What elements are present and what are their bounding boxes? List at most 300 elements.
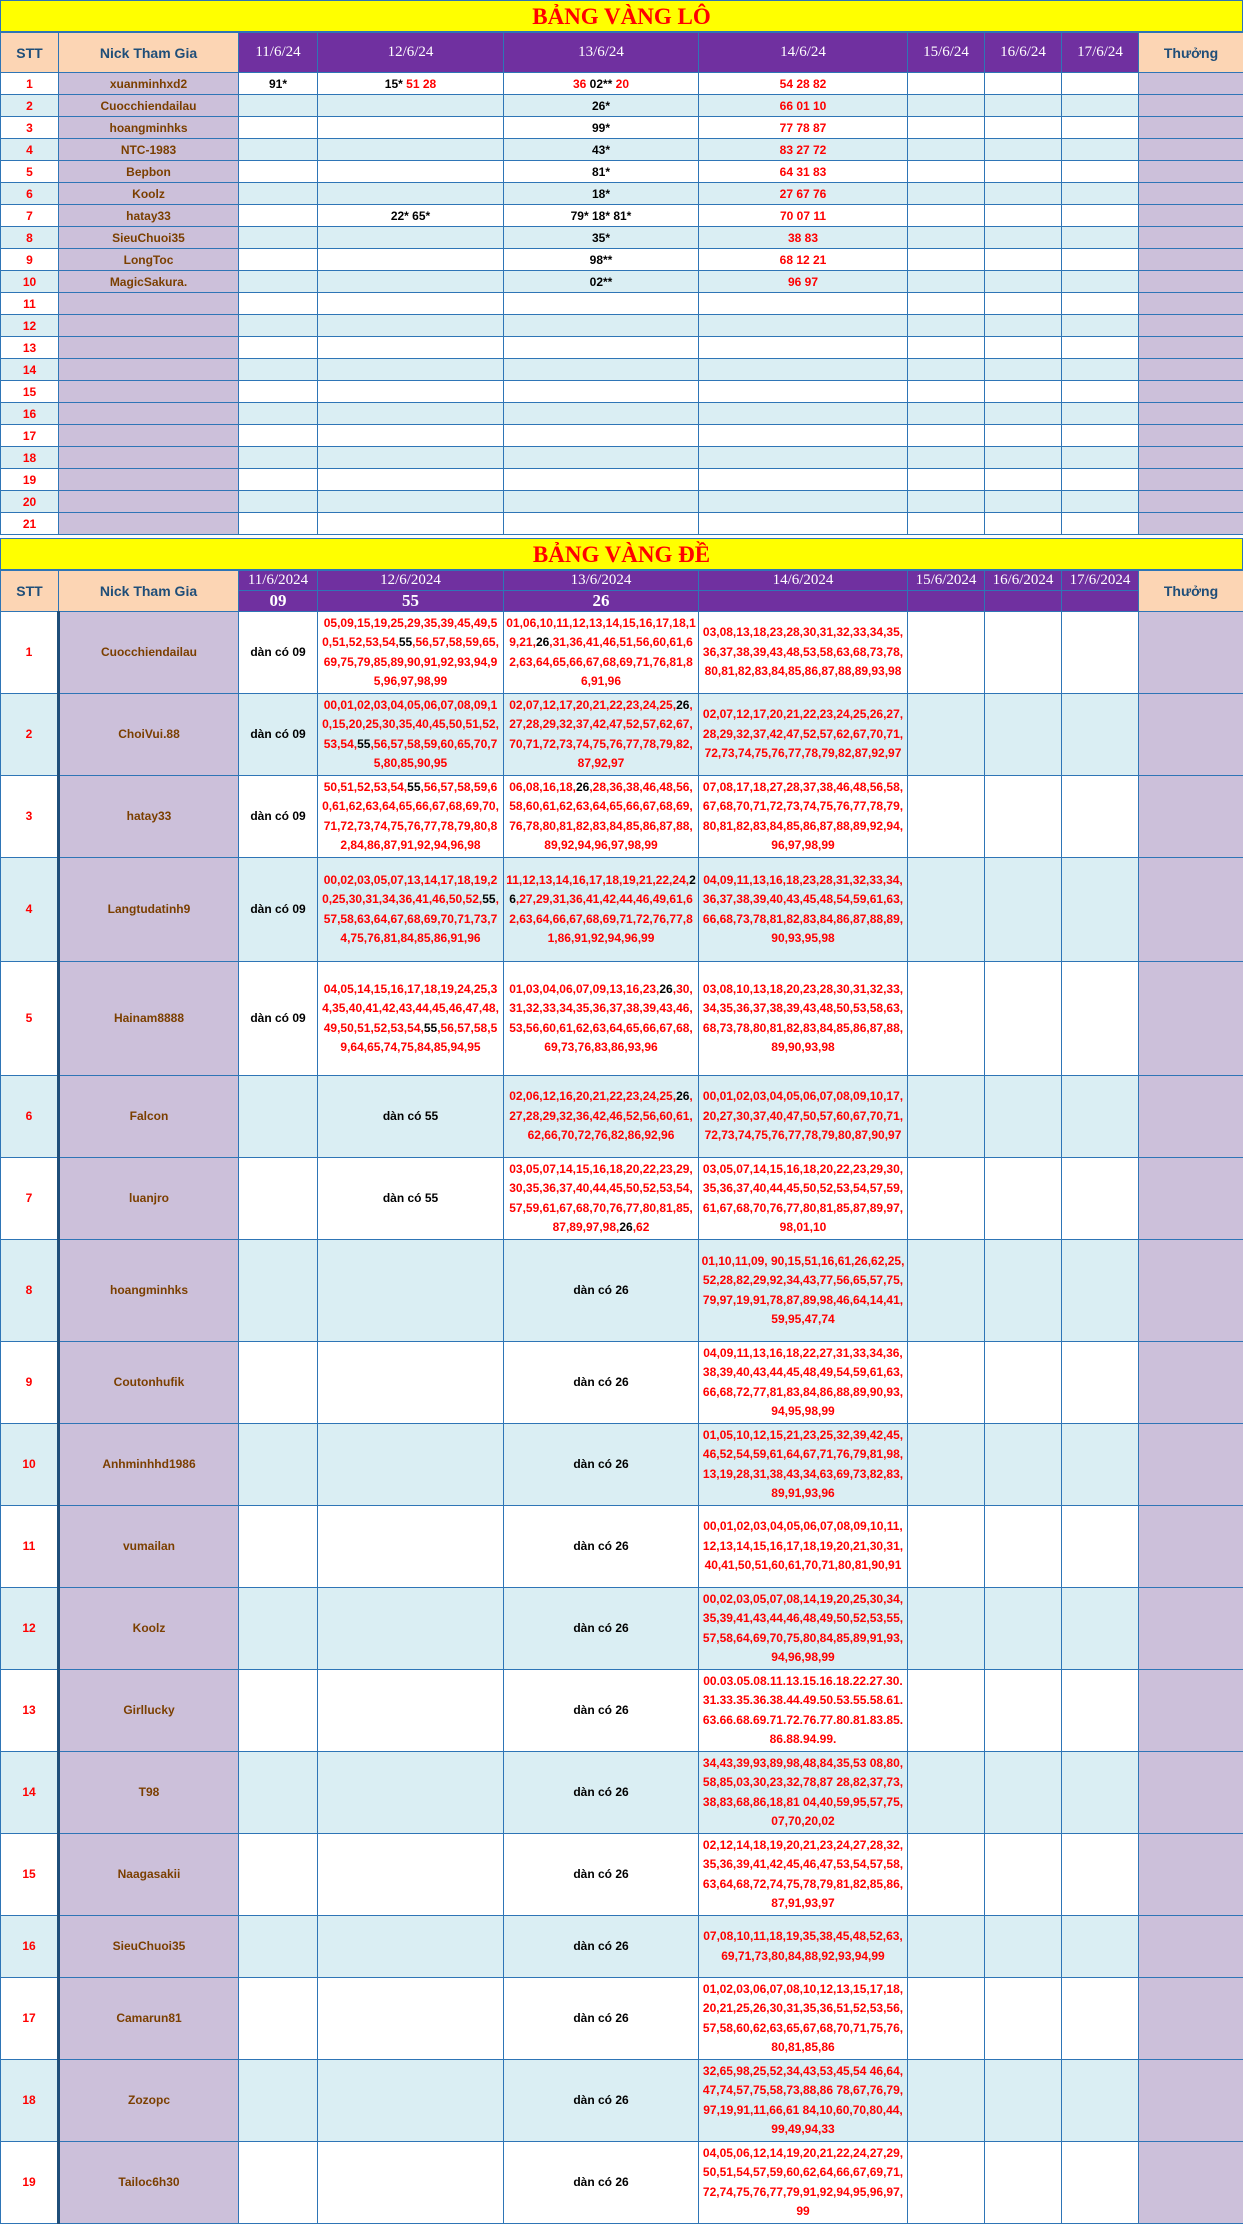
row-entry-empty <box>985 271 1062 293</box>
row-nick <box>59 315 239 337</box>
lo-table-row <box>1 403 1243 425</box>
number-text: ,56,57,58,59,65,69,75,79,85,89,90,91,92,93,94,95,96,97,98,99 <box>323 635 499 688</box>
de-table-row <box>1 694 1243 776</box>
row-entry-d1 <box>239 1670 318 1752</box>
row-stt: 14 <box>1 359 59 381</box>
row-entry-d4: 00,02,03,05,07,08,14,19,20,25,30,34,35,39,41,43,44,46,48,49,50,52,53,55,57,58,64,69,70,75,80,84,85,89,91,93,94,96,98,99 <box>699 1588 908 1670</box>
de-header-date: 12/6/2024 <box>318 571 504 591</box>
number-text: 06,08,16,18, <box>509 779 576 794</box>
number-text: 50,51,52,53,54, <box>323 779 408 794</box>
de-table-row <box>1 858 1243 962</box>
row-entry-empty <box>1062 2060 1139 2142</box>
de-header-stt: STT <box>1 571 59 612</box>
row-entry-empty <box>908 73 985 95</box>
row-entry-d3 <box>504 962 699 1076</box>
row-entry-d1 <box>239 183 318 205</box>
row-entry-empty <box>985 1752 1062 1834</box>
row-entry-d3 <box>504 425 699 447</box>
row-entry-d4: 00,01,02,03,04,05,06,07,08,09,10,11,12,13,14,15,16,17,18,19,20,21,30,31,40,41,50,51,60,61,70,71,80,81,90,91 <box>699 1506 908 1588</box>
de-table-row <box>1 1752 1243 1834</box>
row-entry-d2 <box>318 1916 504 1978</box>
row-stt: 6 <box>1 183 59 205</box>
row-entry-empty <box>1062 315 1139 337</box>
row-stt: 7 <box>1 1158 59 1240</box>
lo-table-row <box>1 315 1243 337</box>
row-entry-d1 <box>239 381 318 403</box>
number-text: 05,09,15,19,25,29,35,39,45,49,50,51,52,53,54, <box>322 615 498 649</box>
row-prize <box>1139 447 1243 469</box>
row-entry-empty <box>908 1158 985 1240</box>
dan-text: dàn có 26 <box>573 1866 629 1881</box>
lo-header-nick: Nick Tham Gia <box>59 33 239 73</box>
number-text: 18* <box>591 186 611 201</box>
row-nick: Bepbon <box>59 161 239 183</box>
row-entry-d1: dàn có 09 <box>239 612 318 694</box>
row-entry-empty <box>908 139 985 161</box>
row-entry-empty <box>908 491 985 513</box>
de-table-row <box>1 1342 1243 1424</box>
row-nick: Zozopc <box>59 2060 239 2142</box>
row-entry-empty <box>908 337 985 359</box>
number-text: ,57,58,63,64,67,68,69,70,71,73,74,75,76,81,84,85,86,91,96 <box>323 892 499 945</box>
row-entry-empty <box>985 117 1062 139</box>
row-nick: Cuocchiendailau <box>59 95 239 117</box>
lo-table-row <box>1 161 1243 183</box>
row-entry-d4 <box>699 227 908 249</box>
row-entry-empty <box>1062 513 1139 535</box>
row-entry-d2 <box>318 205 504 227</box>
de-table-row <box>1 1424 1243 1506</box>
row-stt: 8 <box>1 1240 59 1342</box>
row-entry-d2 <box>318 491 504 513</box>
row-entry-empty <box>1062 858 1139 962</box>
row-entry-d1 <box>239 2060 318 2142</box>
row-prize <box>1139 1978 1243 2060</box>
row-entry-d2 <box>318 403 504 425</box>
row-entry-d2 <box>318 962 504 1076</box>
row-entry-d4 <box>699 205 908 227</box>
row-prize <box>1139 227 1243 249</box>
row-nick: NTC-1983 <box>59 139 239 161</box>
row-entry-empty <box>908 1076 985 1158</box>
row-nick: Anhminhhd1986 <box>59 1424 239 1506</box>
row-entry-d2 <box>318 249 504 271</box>
row-entry-empty <box>985 205 1062 227</box>
row-stt: 2 <box>1 95 59 117</box>
de-header-nick: Nick Tham Gia <box>59 571 239 612</box>
lo-header-row <box>1 33 1243 73</box>
row-entry-empty <box>985 139 1062 161</box>
row-entry-d1 <box>239 403 318 425</box>
row-stt: 12 <box>1 315 59 337</box>
lo-header-date: 15/6/24 <box>908 33 985 73</box>
dan-text: dàn có 26 <box>573 2174 629 2189</box>
number-text: 01,03,04,06,07,09,13,16,23, <box>509 981 660 996</box>
row-entry-d2 <box>318 1342 504 1424</box>
row-entry-d2 <box>318 73 504 95</box>
row-entry-empty <box>908 612 985 694</box>
row-stt: 13 <box>1 1670 59 1752</box>
row-entry-d4: 03,08,10,13,18,20,23,28,30,31,32,33,34,35,36,37,38,39,43,48,50,53,58,63,68,73,78,80,81,82,83,84,85,86,87,88,89,90,93,98 <box>699 962 908 1076</box>
number-text: 00,01,02,03,04,05,06,07,08,09,10,15,20,25,30,35,40,45,50,51,52,53,54, <box>322 697 499 751</box>
row-stt: 16 <box>1 403 59 425</box>
row-entry-d3 <box>504 183 699 205</box>
row-entry-empty <box>1062 249 1139 271</box>
row-entry-d2 <box>318 612 504 694</box>
row-entry-empty <box>985 858 1062 962</box>
row-prize <box>1139 962 1243 1076</box>
number-text: 70 07 11 <box>779 208 827 223</box>
row-entry-d2 <box>318 337 504 359</box>
row-entry-empty <box>1062 359 1139 381</box>
row-entry-d1 <box>239 359 318 381</box>
row-entry-d1 <box>239 337 318 359</box>
row-entry-empty <box>985 962 1062 1076</box>
de-table-row <box>1 1158 1243 1240</box>
row-entry-d4 <box>699 403 908 425</box>
row-stt: 10 <box>1 271 59 293</box>
number-text: 54 28 82 <box>779 76 827 91</box>
row-nick: Coutonhufik <box>59 1342 239 1424</box>
row-entry-d2 <box>318 1588 504 1670</box>
row-entry-d2 <box>318 315 504 337</box>
number-text: 55 <box>482 892 496 906</box>
row-entry-empty <box>985 2142 1062 2224</box>
row-prize <box>1139 1076 1243 1158</box>
row-stt: 5 <box>1 161 59 183</box>
number-text: 43* <box>591 142 611 157</box>
row-nick <box>59 359 239 381</box>
row-entry-d4: 04,05,06,12,14,19,20,21,22,24,27,29,50,51,54,57,59,60,62,64,66,67,69,71,72,74,75,76,77,79,91,92,94,95,96,97,99 <box>699 2142 908 2224</box>
row-entry-d4 <box>699 183 908 205</box>
row-stt: 2 <box>1 694 59 776</box>
row-stt: 15 <box>1 381 59 403</box>
row-entry-empty <box>1062 161 1139 183</box>
row-entry-d1 <box>239 1506 318 1588</box>
de-result-value <box>1062 591 1139 612</box>
row-stt: 1 <box>1 612 59 694</box>
number-text: 11,12,13,14,16,17,18,19,21,22,24, <box>506 872 690 887</box>
dan-text: dàn có 26 <box>573 1620 629 1635</box>
row-prize <box>1139 271 1243 293</box>
row-nick: Koolz <box>59 1588 239 1670</box>
row-stt: 1 <box>1 73 59 95</box>
number-text: 81* <box>591 164 611 179</box>
dan-text: dàn có 26 <box>573 1938 629 1953</box>
de-header-date: 15/6/2024 <box>908 571 985 591</box>
row-entry-d1 <box>239 1076 318 1158</box>
number-text: 26 <box>659 981 673 996</box>
row-entry-d4 <box>699 447 908 469</box>
row-entry-d1 <box>239 1424 318 1506</box>
row-entry-empty <box>1062 2142 1139 2224</box>
row-entry-d2 <box>318 1158 504 1240</box>
row-entry-d4: 04,09,11,13,16,18,23,28,31,32,33,34,36,37,38,39,40,43,45,48,54,59,61,63,66,68,73,78,81,82,83,84,86,87,88,89,90,93,95,98 <box>699 858 908 962</box>
row-entry-empty <box>908 1342 985 1424</box>
row-entry-empty <box>985 359 1062 381</box>
row-entry-empty <box>985 1158 1062 1240</box>
row-prize <box>1139 183 1243 205</box>
row-prize <box>1139 1424 1243 1506</box>
de-table-row <box>1 1670 1243 1752</box>
number-text: 77 78 87 <box>779 120 827 135</box>
row-entry-d3 <box>504 337 699 359</box>
row-stt: 10 <box>1 1424 59 1506</box>
row-entry-d3 <box>504 469 699 491</box>
row-entry-empty <box>1062 117 1139 139</box>
number-text: ,56,57,58,59,60,61,62,63,64,65,66,67,68,69,70,71,72,73,74,75,76,77,78,79,80,82,84,86,87,91,92,94,96,98 <box>322 779 499 852</box>
row-entry-d3 <box>504 1240 699 1342</box>
lo-table-row <box>1 491 1243 513</box>
row-entry-empty <box>1062 139 1139 161</box>
row-entry-empty <box>985 73 1062 95</box>
row-entry-d1 <box>239 1834 318 1916</box>
row-prize <box>1139 1916 1243 1978</box>
row-entry-d4: 03,05,07,14,15,16,18,20,22,23,29,30,35,36,37,40,44,45,50,52,53,54,57,59,61,67,68,70,76,77,80,81,85,87,89,97,98,01,10 <box>699 1158 908 1240</box>
number-text: 35* <box>591 230 611 245</box>
row-entry-empty <box>1062 227 1139 249</box>
number-text: 02,06,12,16,20,21,22,23,24,25, <box>509 1089 677 1104</box>
number-text: 02,07,12,17,20,21,22,23,24,25, <box>509 697 677 712</box>
dan-text: dàn có 26 <box>573 1538 629 1553</box>
row-entry-empty <box>908 359 985 381</box>
de-table-row <box>1 962 1243 1076</box>
row-nick <box>59 381 239 403</box>
row-prize <box>1139 1588 1243 1670</box>
row-prize <box>1139 403 1243 425</box>
de-result-value: 55 <box>318 591 504 612</box>
row-prize <box>1139 2060 1243 2142</box>
row-nick: Hainam8888 <box>59 962 239 1076</box>
row-entry-d4: 03,08,13,18,23,28,30,31,32,33,34,35,36,37,38,39,43,48,53,58,63,68,73,78,80,81,82,83,84,85,86,87,88,89,93,98 <box>699 612 908 694</box>
number-text: ,27,29,31,36,41,42,44,46,49,61,62,63,64,66,67,68,69,71,72,76,77,81,86,91,92,94,96,99 <box>509 892 693 945</box>
number-text: 55 <box>407 779 421 794</box>
row-entry-empty <box>985 95 1062 117</box>
row-entry-d1 <box>239 1240 318 1342</box>
row-entry-empty <box>1062 95 1139 117</box>
row-stt: 3 <box>1 776 59 858</box>
row-entry-empty <box>1062 1834 1139 1916</box>
row-entry-empty <box>985 425 1062 447</box>
row-entry-d2 <box>318 117 504 139</box>
number-text: 26 <box>575 779 590 794</box>
row-nick: Tailoc6h30 <box>59 2142 239 2224</box>
de-header-date: 11/6/2024 <box>239 571 318 591</box>
row-entry-d3 <box>504 315 699 337</box>
row-entry-empty <box>1062 73 1139 95</box>
row-entry-empty <box>1062 1158 1139 1240</box>
row-entry-d1 <box>239 249 318 271</box>
row-nick <box>59 403 239 425</box>
row-entry-d1 <box>239 425 318 447</box>
row-prize <box>1139 776 1243 858</box>
number-text: 26 <box>676 1089 690 1104</box>
de-result-value <box>699 591 908 612</box>
row-entry-d1 <box>239 1752 318 1834</box>
row-entry-empty <box>1062 694 1139 776</box>
row-entry-empty <box>908 513 985 535</box>
row-nick: hoangminhks <box>59 1240 239 1342</box>
row-entry-d3 <box>504 513 699 535</box>
number-text: ,56,57,58,59,64,65,74,75,84,85,94,95 <box>340 1020 498 1054</box>
row-entry-empty <box>908 1978 985 2060</box>
de-result-value <box>908 591 985 612</box>
row-entry-d3 <box>504 359 699 381</box>
lo-header-date: 16/6/24 <box>985 33 1062 73</box>
number-text: 02** <box>589 76 616 91</box>
row-entry-d2 <box>318 95 504 117</box>
row-entry-d4 <box>699 73 908 95</box>
row-entry-d2 <box>318 858 504 962</box>
row-nick: SieuChuoi35 <box>59 227 239 249</box>
row-stt: 21 <box>1 513 59 535</box>
row-entry-d3 <box>504 139 699 161</box>
number-text: 26 <box>676 697 690 712</box>
lo-table-row <box>1 139 1243 161</box>
row-entry-d1 <box>239 1158 318 1240</box>
row-entry-empty <box>908 447 985 469</box>
row-entry-d2 <box>318 447 504 469</box>
row-entry-empty <box>908 425 985 447</box>
row-stt: 11 <box>1 293 59 315</box>
row-entry-d3 <box>504 271 699 293</box>
row-entry-empty <box>1062 1752 1139 1834</box>
row-entry-empty <box>985 249 1062 271</box>
row-entry-empty <box>1062 776 1139 858</box>
number-text: 15* <box>384 76 407 91</box>
row-nick: SieuChuoi35 <box>59 1916 239 1978</box>
row-entry-empty <box>1062 271 1139 293</box>
number-text: 79* 18* 81* <box>570 208 632 223</box>
row-entry-empty <box>908 1834 985 1916</box>
row-entry-d3 <box>504 1076 699 1158</box>
row-prize <box>1139 1240 1243 1342</box>
row-entry-d4 <box>699 491 908 513</box>
row-nick <box>59 337 239 359</box>
de-table-row <box>1 612 1243 694</box>
lo-table-row <box>1 469 1243 491</box>
row-prize <box>1139 117 1243 139</box>
number-text: 68 12 21 <box>779 252 827 267</box>
row-entry-d3 <box>504 694 699 776</box>
row-entry-d4 <box>699 271 908 293</box>
row-stt: 15 <box>1 1834 59 1916</box>
dan-text: dàn có 26 <box>573 1702 629 1717</box>
row-prize <box>1139 73 1243 95</box>
row-entry-empty <box>985 161 1062 183</box>
row-nick: T98 <box>59 1752 239 1834</box>
lo-header-date: 13/6/24 <box>504 33 699 73</box>
row-nick: hatay33 <box>59 205 239 227</box>
row-nick: ChoiVui.88 <box>59 694 239 776</box>
row-entry-d3 <box>504 2142 699 2224</box>
number-text: 38 83 <box>787 230 819 245</box>
number-text: 03,05,07,14,15,16,18,20,22,23,29,30,35,36,37,40,44,45,50,52,53,54,57,59,61,67,68,70,76,77,80,81,85,87,89,97,98, <box>509 1161 693 1234</box>
row-entry-d1 <box>239 293 318 315</box>
lo-table-row <box>1 513 1243 535</box>
row-nick: Girllucky <box>59 1670 239 1752</box>
row-prize <box>1139 139 1243 161</box>
row-nick: Langtudatinh9 <box>59 858 239 962</box>
row-entry-d1 <box>239 227 318 249</box>
row-prize <box>1139 612 1243 694</box>
dan-text: dàn có 26 <box>573 1456 629 1471</box>
number-text: 51 28 <box>406 76 437 91</box>
row-entry-empty <box>908 227 985 249</box>
row-entry-empty <box>985 403 1062 425</box>
row-entry-empty <box>908 315 985 337</box>
row-entry-d3 <box>504 381 699 403</box>
lo-header-date: 12/6/24 <box>318 33 504 73</box>
row-entry-d3 <box>504 1670 699 1752</box>
row-entry-d1 <box>239 1342 318 1424</box>
row-entry-empty <box>1062 447 1139 469</box>
de-header-date: 17/6/2024 <box>1062 571 1139 591</box>
row-entry-empty <box>985 1588 1062 1670</box>
number-text: 26 <box>535 635 550 649</box>
row-prize <box>1139 315 1243 337</box>
lo-table-row <box>1 293 1243 315</box>
number-text: 26 <box>619 1220 633 1234</box>
row-entry-d4 <box>699 337 908 359</box>
lo-table-row <box>1 249 1243 271</box>
row-entry-d3 <box>504 403 699 425</box>
number-text: 20 <box>615 76 630 91</box>
row-entry-d3 <box>504 776 699 858</box>
row-entry-d4 <box>699 117 908 139</box>
row-entry-d4: 32,65,98,25,52,34,43,53,45,54 46,64,47,74,57,75,58,73,88,86 78,67,76,79,97,19,91,11,66,61 84,10,60,70,80,44,99,49,94,33 <box>699 2060 908 2142</box>
row-prize <box>1139 1834 1243 1916</box>
row-entry-empty <box>1062 1424 1139 1506</box>
row-entry-d3 <box>504 1752 699 1834</box>
row-entry-d4 <box>699 315 908 337</box>
row-entry-empty <box>985 1424 1062 1506</box>
row-stt: 17 <box>1 1978 59 2060</box>
row-entry-empty <box>985 1916 1062 1978</box>
number-text: 55 <box>357 736 371 751</box>
row-entry-d4: 00.03.05.08.11.13.15.16.18.22.27.30.31.33.35.36.38.44.49.50.53.55.58.61.63.66.68.69.71.72.76.77.80.81.83.85.86.88.94.99. <box>699 1670 908 1752</box>
lo-header-date: 11/6/24 <box>239 33 318 73</box>
de-table-row <box>1 1916 1243 1978</box>
row-entry-d2 <box>318 1978 504 2060</box>
de-table-row <box>1 1506 1243 1588</box>
lo-table-row <box>1 381 1243 403</box>
row-entry-empty <box>985 469 1062 491</box>
dan-text: dàn có 26 <box>573 1282 629 1297</box>
row-entry-d3 <box>504 95 699 117</box>
number-text: 66 01 10 <box>779 98 827 113</box>
row-entry-d4 <box>699 293 908 315</box>
row-entry-empty <box>1062 403 1139 425</box>
row-prize <box>1139 2142 1243 2224</box>
row-entry-d3 <box>504 117 699 139</box>
row-entry-empty <box>1062 1506 1139 1588</box>
row-entry-d4: 02,07,12,17,20,21,22,23,24,25,26,27,28,29,32,37,42,47,52,57,62,67,70,71,72,73,74,75,76,77,78,79,82,87,92,97 <box>699 694 908 776</box>
row-entry-empty <box>985 776 1062 858</box>
row-entry-d4 <box>699 381 908 403</box>
row-entry-empty <box>908 1424 985 1506</box>
row-entry-empty <box>908 1240 985 1342</box>
row-entry-empty <box>908 271 985 293</box>
dan-text: dàn có 55 <box>382 1190 439 1205</box>
row-entry-d4 <box>699 513 908 535</box>
row-entry-d3 <box>504 447 699 469</box>
row-entry-d4: 04,09,11,13,16,18,22,27,31,33,34,36,38,39,40,43,44,45,48,49,54,59,61,63,66,68,72,77,81,83,84,86,88,89,90,93,94,95,98,99 <box>699 1342 908 1424</box>
dan-text: dàn có 26 <box>573 1374 629 1389</box>
row-nick: luanjro <box>59 1158 239 1240</box>
row-entry-empty <box>985 183 1062 205</box>
de-result-value: 09 <box>239 591 318 612</box>
